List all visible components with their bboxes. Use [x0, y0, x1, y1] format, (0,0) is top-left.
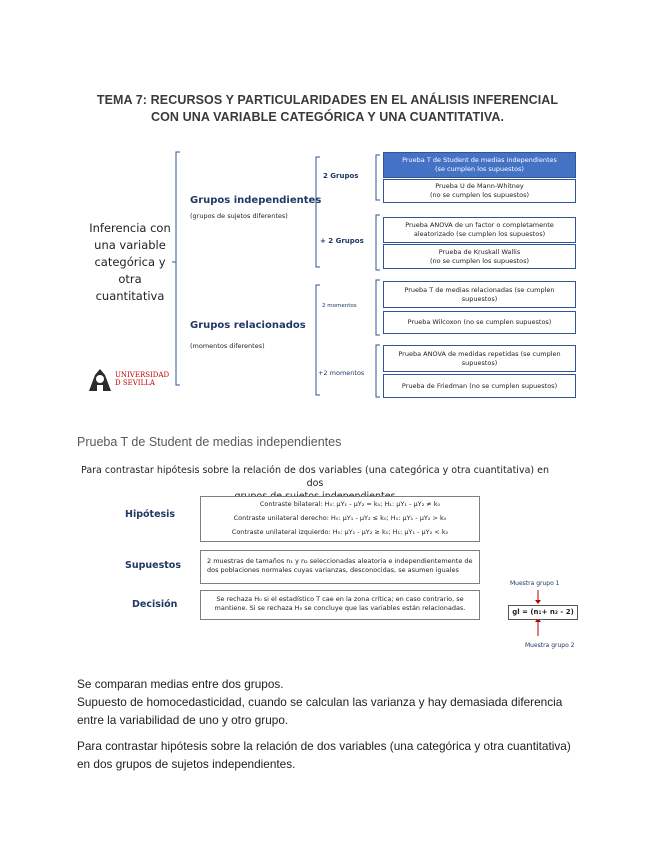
t-student-panel: [80, 460, 580, 655]
muestra-grupo-1-label: Muestra grupo 1: [510, 580, 560, 587]
supuestos-label: Supuestos: [125, 560, 181, 571]
test-line-1: Prueba Wilcoxon (no se cumplen supuestos): [407, 318, 552, 326]
hipotesis-derecho: Contraste unilateral derecho: H₀: μY₁ - μY₂ ≤ k₀; H₁: μY₁ - μY₂ > k₀: [233, 514, 447, 522]
test-line-1: Prueba T de medias relacionadas (se cumplen: [404, 285, 555, 294]
root-line-3: categórica y otra: [94, 255, 166, 286]
body-line-5: en dos grupos de sujetos independientes.: [77, 757, 296, 771]
logo-line-2: D SEVILLA: [115, 379, 155, 387]
root-line-1: Inferencia con: [89, 221, 171, 235]
test-line-1: Prueba de Kruskall Wallis: [438, 247, 521, 256]
hipotesis-label: Hipótesis: [125, 509, 176, 520]
body-line-4: Para contrastar hipótesis sobre la relación de dos variables (una categórica y otra cuantitativa): [77, 739, 571, 753]
test-anova-repeated: [383, 345, 576, 372]
decision-line-1: Se rechaza H₀ si el estadístico T cae en la zona crítica; en caso contrario, se: [216, 595, 464, 603]
test-line-2: (no se cumplen los supuestos): [429, 191, 530, 199]
body-line-2: Supuesto de homocedasticidad, cuando se calculan las varianza y hay demasiada diferencia: [77, 695, 563, 709]
independientes-label: Grupos independientes: [190, 195, 322, 206]
title-line-1: TEMA 7: RECURSOS Y PARTICULARIDADES EN EL ANÁLISIS INFERENCIAL: [96, 93, 559, 107]
body-line-3: entre la variabilidad de uno y otro grupo.: [77, 713, 289, 727]
two-moments-label: 2 momentos: [322, 303, 357, 309]
test-line-1: Prueba de Friedman (no se cumplen supuestos): [401, 381, 558, 390]
test-line-1: Prueba ANOVA de un factor o completamente: [405, 221, 554, 229]
section-heading: Prueba T de Student de medias independientes: [77, 435, 342, 449]
title-line-2: CON UNA VARIABLE CATEGÓRICA Y UNA CUANTITATIVA.: [150, 110, 505, 124]
supuestos-box: [200, 550, 480, 584]
root-line-4: cuantitativa: [95, 289, 165, 303]
test-wilcoxon: [383, 311, 576, 334]
gl-formula-box: gl = (n₁+ n₂ - 2): [508, 605, 578, 620]
test-friedman: [383, 374, 576, 398]
supuestos-line-2: dos poblaciones normales cuyas varianzas, desconocidas, se asumen iguales: [207, 566, 459, 574]
test-kruskall-wallis: [383, 244, 576, 269]
relacionados-label: Grupos relacionados: [190, 320, 306, 331]
page-title: [60, 92, 595, 126]
body-paragraph-2: [77, 737, 571, 773]
university-logo: [85, 365, 170, 397]
hipotesis-bilateral: Contraste bilateral: H₀: μY₁ - μY₂ = k₀; H₁: μY₁ - μY₂ ≠ k₀: [259, 500, 441, 508]
university-crest-icon: [85, 365, 115, 395]
body-paragraph-1: [77, 675, 562, 729]
independientes-sub: (grupos de sujetos diferentes): [190, 212, 288, 220]
test-line-2: (se cumplen los supuestos): [435, 165, 524, 173]
test-line-1: Prueba T de Student de medias independientes: [402, 156, 557, 164]
two-groups-label: 2 Grupos: [323, 172, 359, 180]
test-line-2: supuestos): [461, 294, 498, 303]
hipotesis-izquierdo: Contraste unilateral izquierdo: H₀: μY₁ - μY₂ ≥ k₀; H₁: μY₁ - μY₂ < k₀: [231, 528, 449, 536]
decision-box: [200, 590, 480, 620]
inference-tree-diagram: [80, 145, 580, 400]
test-line-1: Prueba ANOVA de medidas repetidas (se cumplen: [398, 349, 561, 358]
test-line-1: Prueba U de Mann-Whitney: [435, 182, 524, 190]
logo-line-1: UNIVERSIDAD: [115, 371, 170, 379]
tree-root: [85, 220, 175, 305]
test-anova-one-factor: [383, 217, 576, 243]
test-t-related: [383, 281, 576, 308]
root-line-2: una variable: [94, 238, 166, 252]
body-line-1: Se comparan medias entre dos grupos.: [77, 677, 284, 691]
test-line-2: supuestos): [461, 358, 498, 367]
muestra-grupo-2-label: Muestra grupo 2: [525, 642, 575, 649]
relacionados-sub: (momentos diferentes): [190, 342, 265, 350]
more-moments-label: +2 momentos: [318, 369, 365, 377]
decision-label: Decisión: [132, 599, 178, 610]
test-mann-whitney: [383, 179, 576, 203]
more-groups-label: + 2 Grupos: [320, 237, 364, 245]
supuestos-line-1: 2 muestras de tamaños n₁ y n₂ seleccionadas aleatoria e independientemente de: [207, 557, 473, 565]
test-line-2: aleatorizado (se cumplen los supuestos): [413, 230, 546, 238]
decision-line-2: mantiene. Si se rechaza H₀ se concluye que las variables están relacionadas.: [214, 604, 466, 612]
hipotesis-box: [200, 496, 480, 542]
logo-text: [115, 371, 169, 387]
panel-title-line-1: Para contrastar hipótesis sobre la relación de dos variables (una categórica y otra cuantitativa) en dos: [81, 465, 549, 489]
test-t-student-independent: [383, 152, 576, 178]
test-line-2: (no se cumplen los supuestos): [429, 256, 530, 265]
